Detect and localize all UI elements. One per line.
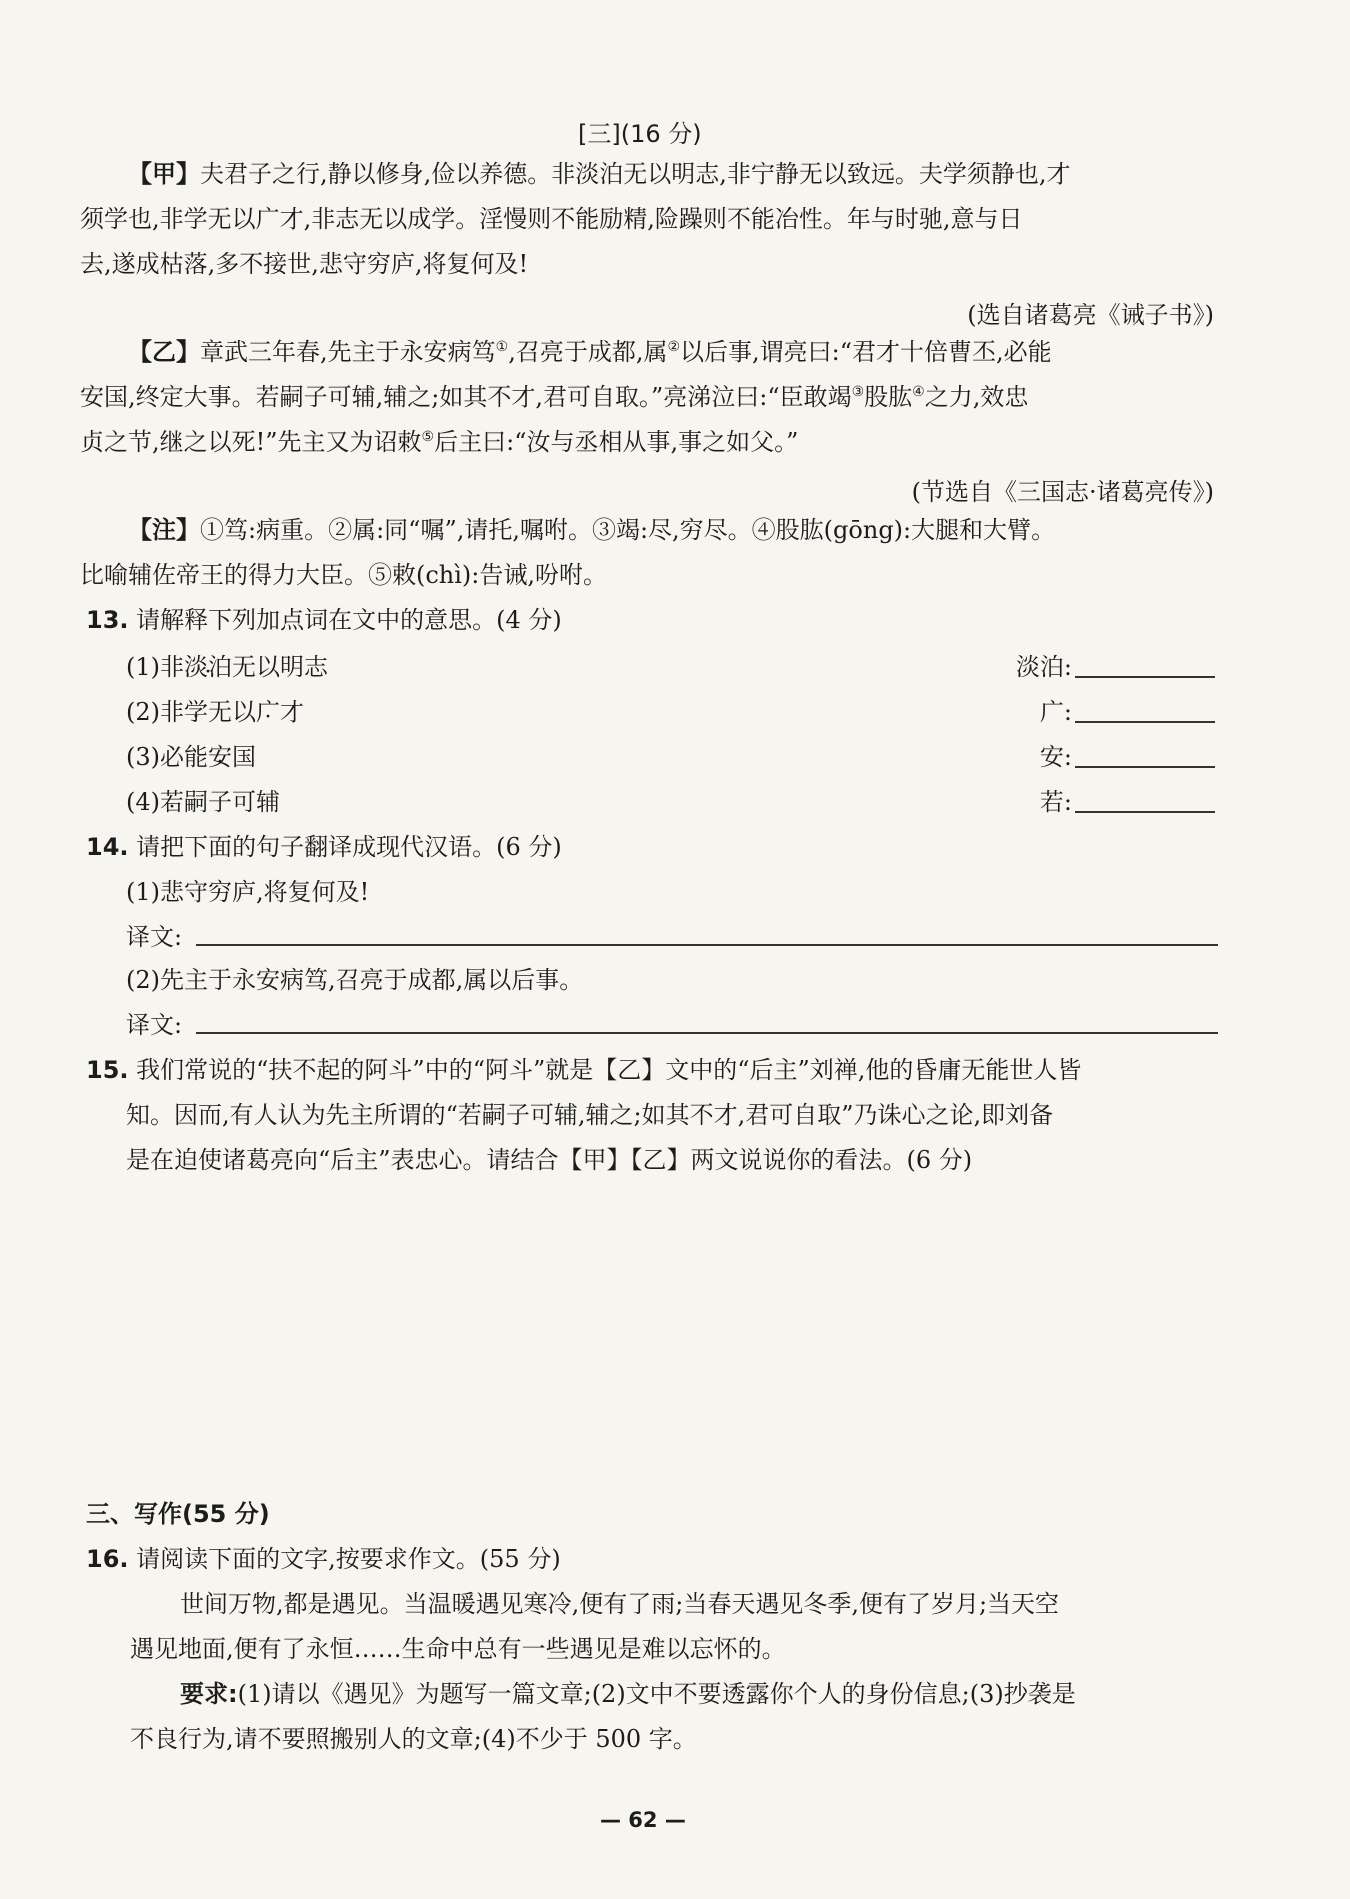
q16-material-line-2: 遇见地面,便有了永恒……生命中总有一些遇见是难以忘怀的。 bbox=[130, 1635, 786, 1663]
jia-line-3: 去,遂成枯落,多不接世,悲守穷庐,将复何及! bbox=[80, 250, 529, 278]
q16-requirements-line-1: 要求:(1)请以《遇见》为题写一篇文章;(2)文中不要透露你个人的身份信息;(3)抄袭是 bbox=[180, 1680, 1076, 1708]
q13-answer-4[interactable] bbox=[1075, 811, 1215, 813]
jia-tag: 【甲】 bbox=[128, 160, 200, 188]
q14-label-2: 译文: bbox=[126, 1011, 183, 1039]
page-number: — 62 — bbox=[600, 1808, 686, 1832]
yi-line-3: 贞之节,继之以死!”先主又为诏敕⑤后主曰:“汝与丞相从事,事之如父。” bbox=[80, 428, 799, 456]
jia-source: (选自诸葛亮《诫子书》) bbox=[967, 301, 1214, 329]
q16-prompt: 16. 请阅读下面的文字,按要求作文。(55 分) bbox=[86, 1545, 561, 1573]
yi-line-2: 安国,终定大事。若嗣子可辅,辅之;如其不才,君可自取。”亮涕泣曰:“臣敢竭③股肱④之力,效忠 bbox=[80, 383, 1029, 411]
notes-line-1: 【注】①笃:病重。②属:同“嘱”,请托,嘱咐。③竭:尽,穷尽。④股肱(gōng):大腿和大臂。 bbox=[128, 516, 1056, 544]
q14-sentence-2: (2)先主于永安病笃,召亮于成都,属以后事。 bbox=[126, 966, 584, 994]
q13-prompt: 13. 请解释下列加点词在文中的意思。(4 分) bbox=[86, 606, 562, 634]
q13-label-4: 若: bbox=[1039, 788, 1072, 816]
notes-line-2: 比喻辅佐帝王的得力大臣。⑤敕(chì):告诫,吩咐。 bbox=[80, 561, 608, 589]
yi-line-1: 【乙】章武三年春,先主于永安病笃①,召亮于成都,属②以后事,谓亮曰:“君才十倍曹丕,必能 bbox=[128, 338, 1052, 366]
q13-answer-2[interactable] bbox=[1075, 721, 1215, 723]
q13-item-3: (3)必能安 ·国 bbox=[126, 735, 256, 780]
q14-answer-2[interactable] bbox=[196, 1032, 1218, 1034]
yi-source: (节选自《三国志·诸葛亮传》) bbox=[911, 478, 1214, 506]
q16-requirements-line-2: 不良行为,请不要照搬别人的文章;(4)不少于 500 字。 bbox=[130, 1725, 697, 1753]
q13-answer-1[interactable] bbox=[1075, 676, 1215, 678]
q13-item-1: (1)非淡泊 ·无以明志 bbox=[126, 645, 328, 690]
q15-line-3: 是在迫使诸葛亮向“后主”表忠心。请结合【甲】【乙】两文说说你的看法。(6 分) bbox=[126, 1146, 973, 1174]
q15-line-2: 知。因而,有人认为先主所谓的“若嗣子可辅,辅之;如其不才,君可自取”乃诛心之论,即刘备 bbox=[126, 1101, 1054, 1129]
q14-prompt: 14. 请把下面的句子翻译成现代汉语。(6 分) bbox=[86, 833, 562, 861]
q15-line-1: 15. 我们常说的“扶不起的阿斗”中的“阿斗”就是【乙】文中的“后主”刘禅,他的昏庸无能世人皆 bbox=[86, 1056, 1082, 1084]
q13-label-2: 广: bbox=[1039, 698, 1072, 726]
q14-label-1: 译文: bbox=[126, 923, 183, 951]
writing-section-title: 三、写作(55 分) bbox=[86, 1500, 270, 1528]
q13-item-4: (4)若 ·嗣子可辅 bbox=[126, 780, 280, 825]
q14-answer-1[interactable] bbox=[196, 944, 1218, 946]
q16-material-line-1: 世间万物,都是遇见。当温暖遇见寒冷,便有了雨;当春天遇见冬季,便有了岁月;当天空 bbox=[180, 1590, 1060, 1618]
section3-title: [三](16 分) bbox=[578, 120, 702, 148]
q13-label-1: 淡泊: bbox=[1015, 653, 1072, 681]
q13-item-2: (2)非学 ·无以广 ·才 bbox=[126, 690, 304, 735]
q13-answer-3[interactable] bbox=[1075, 766, 1215, 768]
jia-line-1: 【甲】夫君子之行,静以修身,俭以养德。非淡泊无以明志,非宁静无以致远。夫学须静也,才 bbox=[128, 160, 1071, 188]
jia-line-2: 须学也,非学无以广才,非志无以成学。淫慢则不能励精,险躁则不能冶性。年与时驰,意与日 bbox=[80, 205, 1023, 233]
q13-label-3: 安: bbox=[1039, 743, 1072, 771]
q14-sentence-1: (1)悲守穷庐,将复何及! bbox=[126, 878, 370, 906]
